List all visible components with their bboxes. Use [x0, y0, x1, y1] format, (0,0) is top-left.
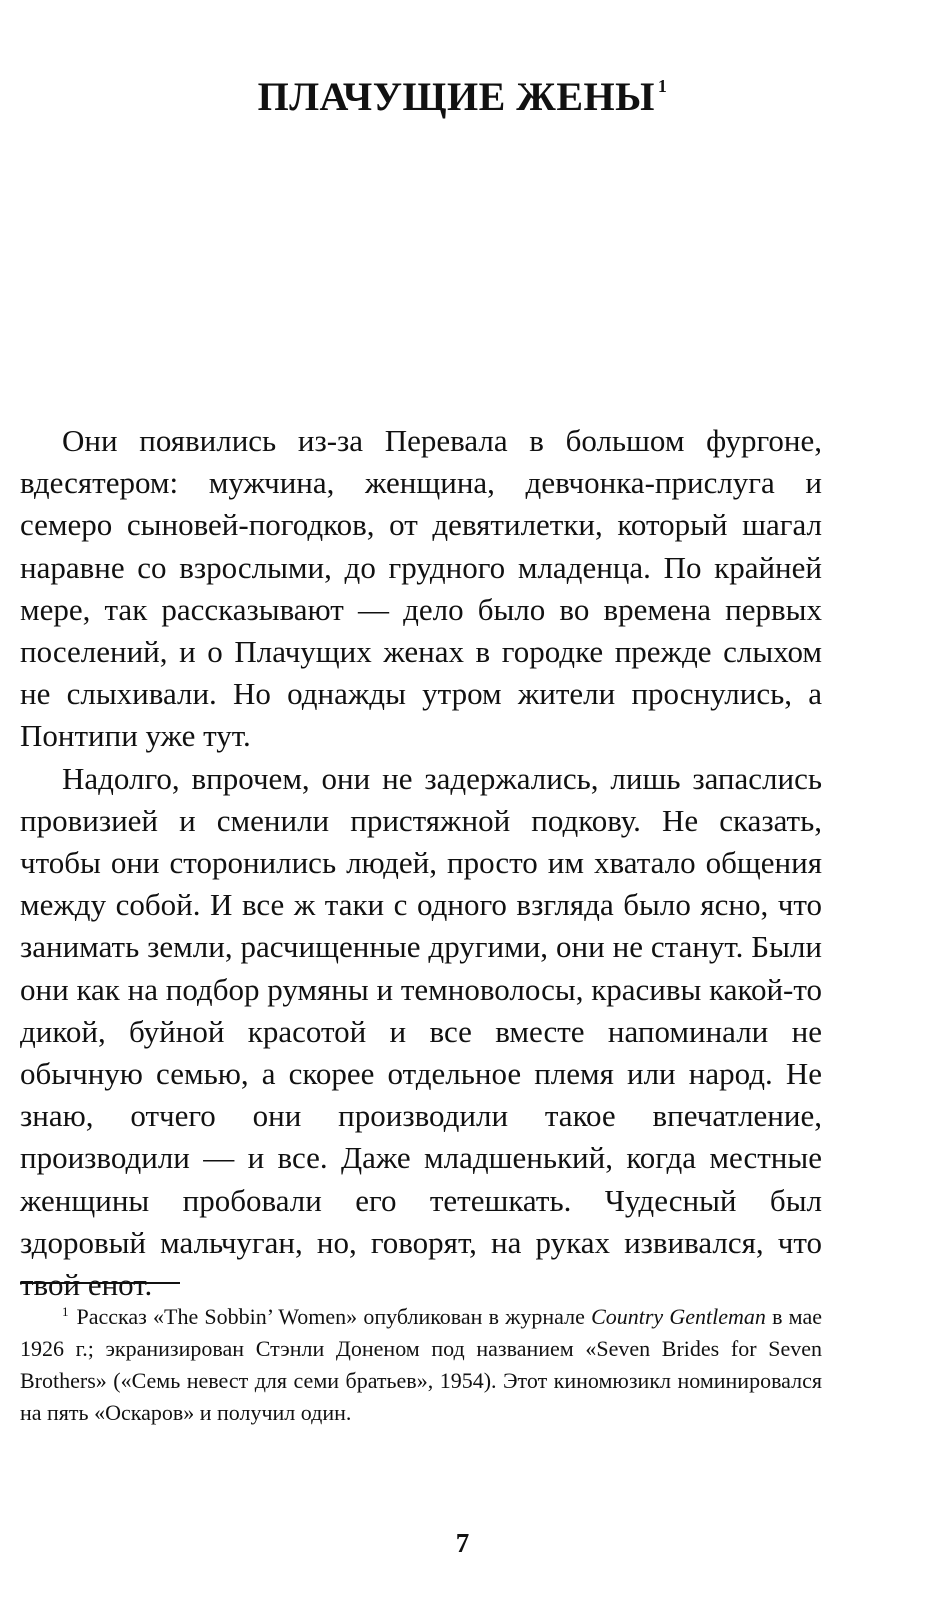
paragraph: Они появились из-за Перевала в большом фургоне, вдесятером: мужчина, женщина, девчонка-прислуга и семеро сыновей-погодков, от девятилетки, который шагал наравне со взрослыми, до грудного младенца. По крайней мере, так рассказывают — дело было во времена первых поселений, и о Плачущих женах в городке прежде слыхом не слыхивали. Но однажды утром жители проснулись, а Понтипи уже тут. — [20, 423, 822, 754]
paragraph: Надолго, впрочем, они не задержались, лишь запаслись провизией и сменили пристяжной подкову. Не сказать, чтобы они сторонились людей, просто им хватало общения между собой. И все ж таки с одного взгляда было ясно, что занимать земли, расчищенные другими, они не станут. Были они как на подбор румяны и темноволосы, красивы какой-то дикой, буйной красотой и все вместе напоминали не обычную семью, а скорее отдельное племя или народ. Не знаю, отчего они производили такое впечатление, производили — и все. Даже младшенький, когда местные женщины пробовали его тетешкать. Чудесный был здоровый мальчуган, но, говорят, на руках извивался, что твой енот. — [20, 760, 822, 1303]
chapter-title-text: ПЛАЧУЩИЕ ЖЕНЫ — [257, 73, 655, 119]
footnote-text-part: Рассказ «The Sobbin’ Women» опубликован в журнале — [76, 1304, 592, 1329]
page-number: 7 — [455, 1528, 470, 1558]
footnote-reference: 1 — [657, 75, 668, 96]
body-text — [20, 420, 822, 1306]
chapter-title — [0, 73, 925, 120]
footnote — [20, 1296, 822, 1429]
footnote-marker: 1 — [62, 1304, 69, 1319]
footnote-text-part: в мае 1926 г.; экранизирован Стэнли Доненом под названием «Seven Brides for Seven Brothers» («Семь невест для семи братьев», 1954). Этот киномюзикл номинировался на пять «Оскаров» и получил один. — [20, 1304, 822, 1425]
footnote-text — [20, 1296, 822, 1429]
footnote-magazine-name: Country Gentleman — [591, 1304, 766, 1329]
footnote-separator — [20, 1282, 180, 1284]
